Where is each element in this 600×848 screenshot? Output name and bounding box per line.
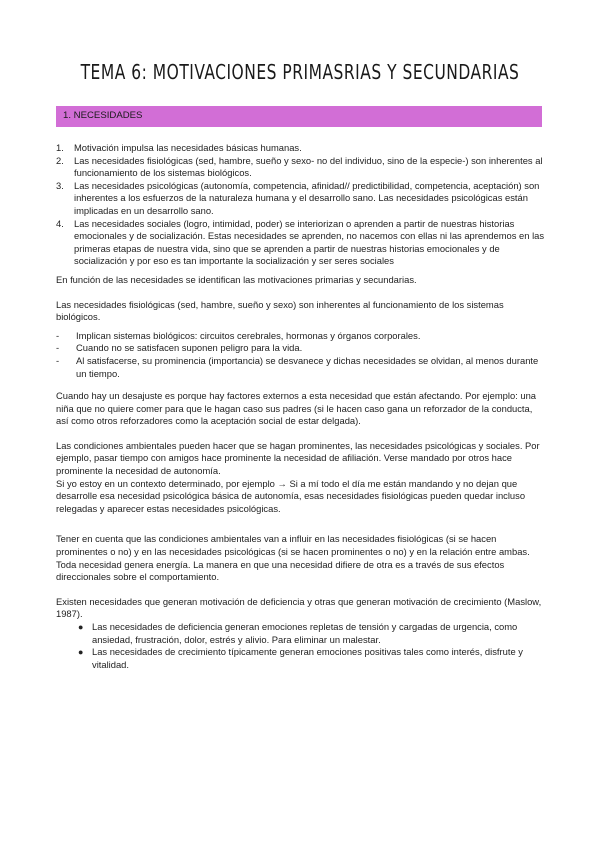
item-text: Implican sistemas biológicos: circuitos cerebrales, hormonas y órganos corporales.	[76, 329, 421, 341]
item-text: Motivación impulsa las necesidades básicas humanas.	[74, 142, 302, 153]
bullet-marker: ●	[78, 622, 84, 632]
paragraph-tener: Tener en cuenta que las condiciones ambientales van a influir en las necesidades fisiológicas (si se hacen prominentes o no) y en las necesidades psicológicas (si se hacen prominentes o no) y en la relación entre ambas.	[56, 533, 530, 558]
item-text: Las necesidades fisiológicas (sed, hambre, sueño y sexo- no del individuo, sino de la especie-) son inherentes al funcionamiento de los sistemas biológicos.	[74, 154, 543, 179]
dash-marker: -	[56, 354, 60, 366]
bullet-item	[56, 646, 546, 671]
paragraph-toda: Toda necesidad genera energía. La manera en que una necesidad difiere de otra es a través de sus efectos direccionales sobre el comportamiento.	[56, 558, 505, 583]
document-title: TEMA 6: MOTIVACIONES PRIMASRIAS Y SECUNDARIAS	[80, 60, 520, 84]
item-number: 3.	[56, 179, 64, 191]
numbered-item	[56, 142, 546, 155]
dash-marker: -	[56, 329, 60, 341]
item-number: 4.	[56, 217, 64, 229]
paragraph-condiciones: Las condiciones ambientales pueden hacer que se hagan prominentes, las necesidades psicológicas y sociales. Por ejemplo, pasar tiempo con amigos hace prominente la necesidad de afiliación. Verse mandado por otros hace prominente la necesidad de autonomía.	[56, 439, 540, 477]
dash-list	[56, 330, 546, 380]
dash-marker: -	[56, 342, 60, 354]
numbered-item	[56, 218, 546, 268]
bullet-list	[56, 621, 546, 671]
item-number: 2.	[56, 154, 64, 166]
dash-item	[56, 342, 546, 355]
paragraph-fisiologicas: Las necesidades fisiológicas (sed, hambre, sueño y sexo) son inherentes al funcionamiento de los sistemas biológicos.	[56, 298, 504, 323]
paragraph-contexto: Si yo estoy en un contexto determinado, por ejemplo → Si a mí todo el día me están mandando y no dejan que desarrolle esa necesidad psicológica básica de autonomía, esas necesidades fisiológicas pueden quedar incluso relegadas y aparecer estas necesidades psicológicas.	[56, 477, 526, 514]
item-text: Las necesidades de deficiencia generan emociones repletas de tensión y cargadas de urgencia, como ansiedad, frustración, dolor, estrés y alivio. Para eliminar un malestar.	[92, 621, 518, 645]
numbered-list	[56, 142, 546, 268]
item-number: 1.	[56, 142, 64, 153]
section-header-label: 1. NECESIDADES	[63, 110, 143, 121]
item-text: Las necesidades psicológicas (autonomía, competencia, afinidad// predictibilidad, competencia, aceptación) son inherentes a los esfuerzos de la naturaleza humana y el desarrollo sano. Las necesidades psicológicas están implicadas en un desarrollo sano.	[74, 179, 540, 216]
bullet-marker: ●	[78, 647, 84, 658]
paragraph-existen: Existen necesidades que generan motivación de deficiencia y otras que generan motivación de crecimiento (Maslow, 1987).	[56, 595, 542, 620]
dash-item	[56, 330, 546, 343]
item-text: Las necesidades sociales (logro, intimidad, poder) se interiorizan o aprenden a partir de nuestras historias emocionales y de socialización. Estas necesidades se aprenden, no nacemos con ellas ni las aprendemos en las primeras etapas de nuestra vida, sino que se aprenden a partir de nuestras historias emocionales y de socialización y por eso es tan importante la socialización y ser seres sociales	[74, 217, 545, 267]
numbered-item	[56, 155, 546, 180]
numbered-item	[56, 180, 546, 218]
item-text: Al satisfacerse, su prominencia (importancia) se desvanece y dichas necesidades se olvidan, al menos durante un tiempo.	[76, 354, 539, 379]
section-header-bar	[56, 106, 542, 127]
item-text: Las necesidades de crecimiento típicamente generan emociones positivas tales como interés, disfrute y vitalidad.	[92, 646, 523, 670]
dash-item	[56, 355, 546, 380]
item-text: Cuando no se satisfacen suponen peligro para la vida.	[76, 342, 303, 354]
paragraph-intro: En función de las necesidades se identifican las motivaciones primarias y secundarias.	[56, 273, 417, 285]
paragraph-desajuste: Cuando hay un desajuste es porque hay factores externos a esta necesidad que están afectando. Por ejemplo: una niña que no quiere comer para que le hagan caso sus padres (si le hacen caso gana un reforzador de la conducta, así como otros reforzadores como la aceptación social de estar delgada).	[56, 390, 537, 427]
document-body	[56, 142, 546, 671]
bullet-item	[56, 621, 546, 646]
